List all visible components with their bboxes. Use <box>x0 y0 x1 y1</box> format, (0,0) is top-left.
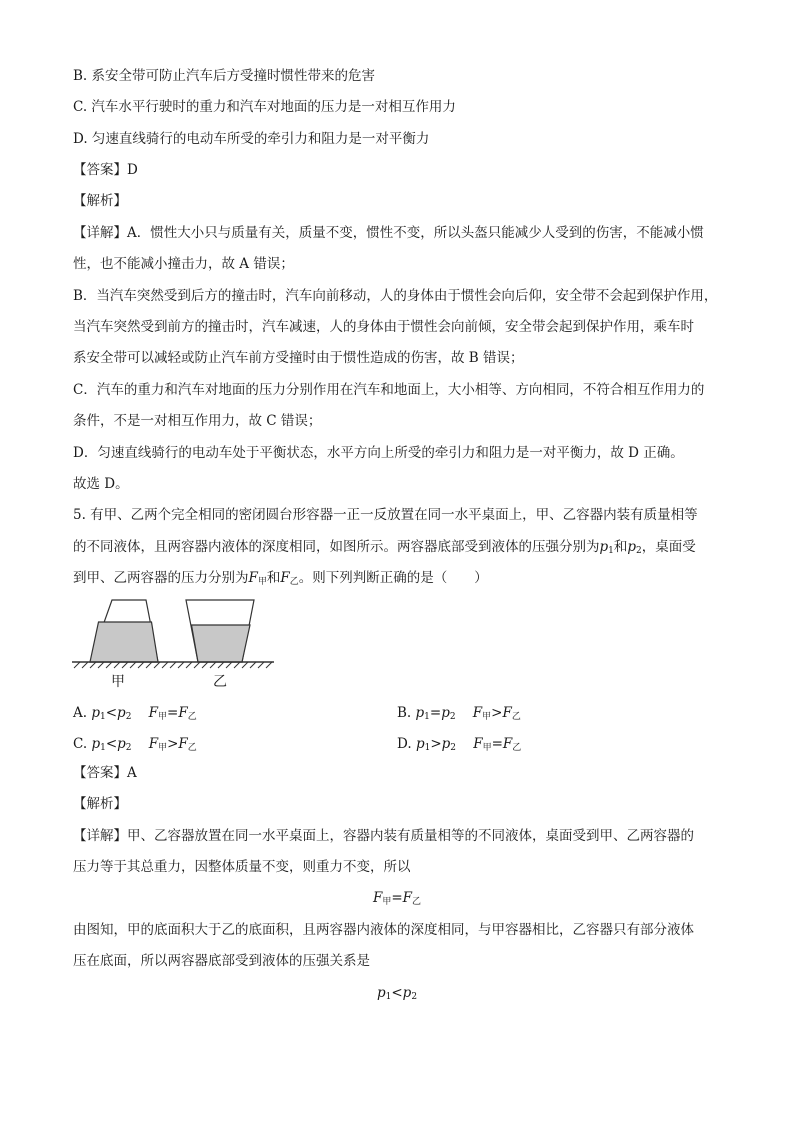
option-b <box>397 703 521 727</box>
relation: > <box>430 736 442 752</box>
subscript: 乙 <box>187 743 197 753</box>
equation-force <box>0 888 794 912</box>
subscript: 1 <box>385 992 392 1002</box>
detail-line: 系安全带可以减轻或防止汽车前方受撞时由于惯性造成的伤害，故 B 错误； <box>73 350 524 366</box>
subscript: 乙 <box>289 577 299 587</box>
symbol-p: p <box>91 705 100 721</box>
question-5-line <box>73 568 488 592</box>
relation: < <box>391 985 403 1001</box>
subscript: 1 <box>424 712 430 722</box>
liquid-yi <box>192 625 251 662</box>
option-letter: A. <box>73 705 88 721</box>
relation: < <box>105 705 118 721</box>
detail-line: 【详解】A．惯性大小只与质量有关，质量不变，惯性不变，所以头盔只能减少人受到的伤害，不能减小惯 <box>73 225 704 241</box>
liquid-jia <box>90 622 158 662</box>
symbol-p: p <box>415 705 425 721</box>
subscript: 甲 <box>257 577 267 587</box>
subscript: 2 <box>125 712 132 722</box>
subscript: 乙 <box>512 743 522 753</box>
question-text: 和 <box>613 539 628 555</box>
option-a <box>73 703 197 727</box>
question-text: 。则下列判断正确的是（ ） <box>298 570 488 586</box>
question-text: 到甲、乙两容器的压力分别为 <box>73 570 249 586</box>
subscript: 2 <box>125 743 132 753</box>
option-d <box>397 734 521 758</box>
option-letter: C. <box>73 736 88 752</box>
symbol-p: p <box>91 736 101 752</box>
relation: = <box>429 705 442 721</box>
detail-line: D．匀速直线骑行的电动车处于平衡状态，水平方向上所受的牵引力和阻力是一对平衡力，故 D 正确。 <box>73 445 684 461</box>
subscript: 甲 <box>158 743 168 753</box>
subscript: 1 <box>608 546 614 556</box>
symbol-p: p <box>376 985 386 1001</box>
container-figure <box>70 596 280 692</box>
detail-line: 性，也不能减小撞击力，故 A 错误； <box>73 256 294 272</box>
detail-line: 条件，不是一对相互作用力，故 C 错误； <box>73 413 322 429</box>
question-5-line: 5. 有甲、乙两个完全相同的密闭圆台形容器一正一反放置在同一水平桌面上，甲、乙容器内装有质量相等 <box>73 507 698 523</box>
relation: > <box>167 736 179 752</box>
subscript: 1 <box>100 743 106 753</box>
subscript: 2 <box>411 992 418 1002</box>
detail-line: C．汽车的重力和汽车对地面的压力分别作用在汽车和地面上，大小相等、方向相同，不符合相互作用力的 <box>73 382 705 398</box>
option-d-text: D. 匀速直线骑行的电动车所受的牵引力和阻力是一对平衡力 <box>73 131 430 147</box>
symbol-f: F <box>372 890 383 906</box>
option-c-text: C. 汽车水平行驶时的重力和汽车对地面的压力是一对相互作用力 <box>73 99 456 115</box>
option-b-text: B. 系安全带可防止汽车后方受撞时惯性带来的危害 <box>73 68 376 84</box>
detail-line: B．当汽车突然受到后方的撞击时，汽车向前移动，人的身体由于惯性会向后仰，安全带不会起到保护作用， <box>73 288 718 304</box>
symbol-f: F <box>148 705 158 721</box>
detail-line: 【详解】甲、乙容器放置在同一水平桌面上，容器内装有质量相等的不同液体，桌面受到甲、乙两容器的 <box>73 828 694 844</box>
symbol-f: F <box>502 705 512 721</box>
option-letter: B. <box>397 705 412 721</box>
symbol-f: F <box>472 705 483 721</box>
analysis-label: 【解析】 <box>73 193 127 209</box>
detail-line: 当汽车突然受到前方的撞击时，汽车减速，人的身体由于惯性会向前倾，安全带会起到保护作用，乘车时 <box>73 319 694 335</box>
subscript: 2 <box>449 712 456 722</box>
symbol-p: p <box>117 705 126 721</box>
subscript: 甲 <box>157 712 167 722</box>
option-c <box>73 734 197 758</box>
subscript: 甲 <box>382 897 392 907</box>
relation: = <box>391 890 403 906</box>
symbol-f: F <box>402 890 413 906</box>
subscript: 甲 <box>482 712 492 722</box>
subscript: 1 <box>100 712 106 722</box>
relation: = <box>167 705 179 721</box>
subscript: 乙 <box>511 712 521 722</box>
symbol-f: F <box>473 736 483 752</box>
subscript: 2 <box>450 743 457 753</box>
question-text: 的不同液体，且两容器内液体的深度相同，如图所示。两容器底部受到液体的压强分别为 <box>73 539 600 555</box>
symbol-p: p <box>441 736 451 752</box>
detail-line: 故选 D。 <box>73 476 129 492</box>
detail-line: 压在底面，所以两容器底部受到液体的压强关系是 <box>73 953 370 969</box>
symbol-f: F <box>178 705 188 721</box>
detail-line: 压力等于其总重力，因整体质量不变，则重力不变，所以 <box>73 859 411 875</box>
question-text: ，桌面受 <box>641 539 696 555</box>
relation: = <box>491 736 503 752</box>
label-yi: 乙 <box>213 674 227 690</box>
symbol-f: F <box>280 570 290 586</box>
symbol-f: F <box>178 736 188 752</box>
answer-label: 【答案】A <box>73 765 137 781</box>
equation-pressure <box>0 983 794 1007</box>
subscript: 乙 <box>412 897 422 907</box>
symbol-f: F <box>248 570 258 586</box>
relation: > <box>491 705 503 721</box>
symbol-p: p <box>402 985 412 1001</box>
symbol-p: p <box>117 736 126 752</box>
table-hatching <box>74 662 272 668</box>
symbol-f: F <box>502 736 513 752</box>
subscript: 乙 <box>187 712 197 722</box>
option-letter: D. <box>397 736 412 752</box>
subscript: 甲 <box>482 743 492 753</box>
subscript: 1 <box>424 743 431 753</box>
relation: < <box>105 736 118 752</box>
question-5-line <box>73 537 696 561</box>
symbol-p: p <box>599 539 609 555</box>
symbol-f: F <box>148 736 159 752</box>
label-jia: 甲 <box>111 674 125 690</box>
symbol-p: p <box>627 539 637 555</box>
symbol-p: p <box>441 705 450 721</box>
question-text: 和 <box>266 570 281 586</box>
symbol-p: p <box>415 736 425 752</box>
detail-line: 由图知，甲的底面积大于乙的底面积，且两容器内液体的深度相同，与甲容器相比，乙容器只有部分液体 <box>73 922 694 938</box>
subscript: 2 <box>636 546 642 556</box>
answer-label: 【答案】D <box>73 162 138 178</box>
analysis-label: 【解析】 <box>73 796 127 812</box>
